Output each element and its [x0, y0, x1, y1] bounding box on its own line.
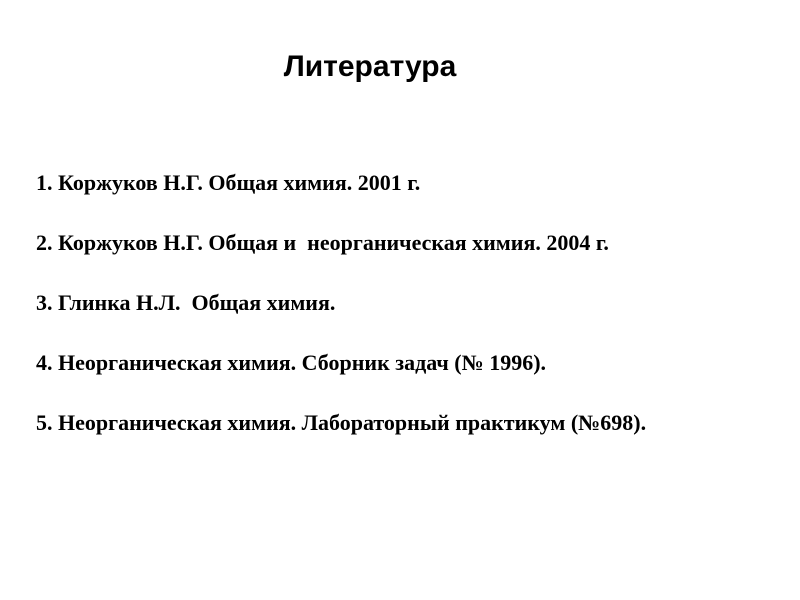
reference-list: [36, 170, 776, 436]
list-item: 2. Коржуков Н.Г. Общая и неорганическая химия. 2004 г.: [36, 230, 609, 255]
list-item: 3. Глинка Н.Л. Общая химия.: [36, 290, 336, 315]
list-item: 5. Неорганическая химия. Лабораторный практикум (№698).: [36, 410, 647, 435]
list-item: 1. Коржуков Н.Г. Общая химия. 2001 г.: [36, 170, 421, 195]
page-title: Литература: [283, 50, 457, 83]
list-item: 4. Неорганическая химия. Сборник задач (№ 1996).: [36, 350, 547, 375]
